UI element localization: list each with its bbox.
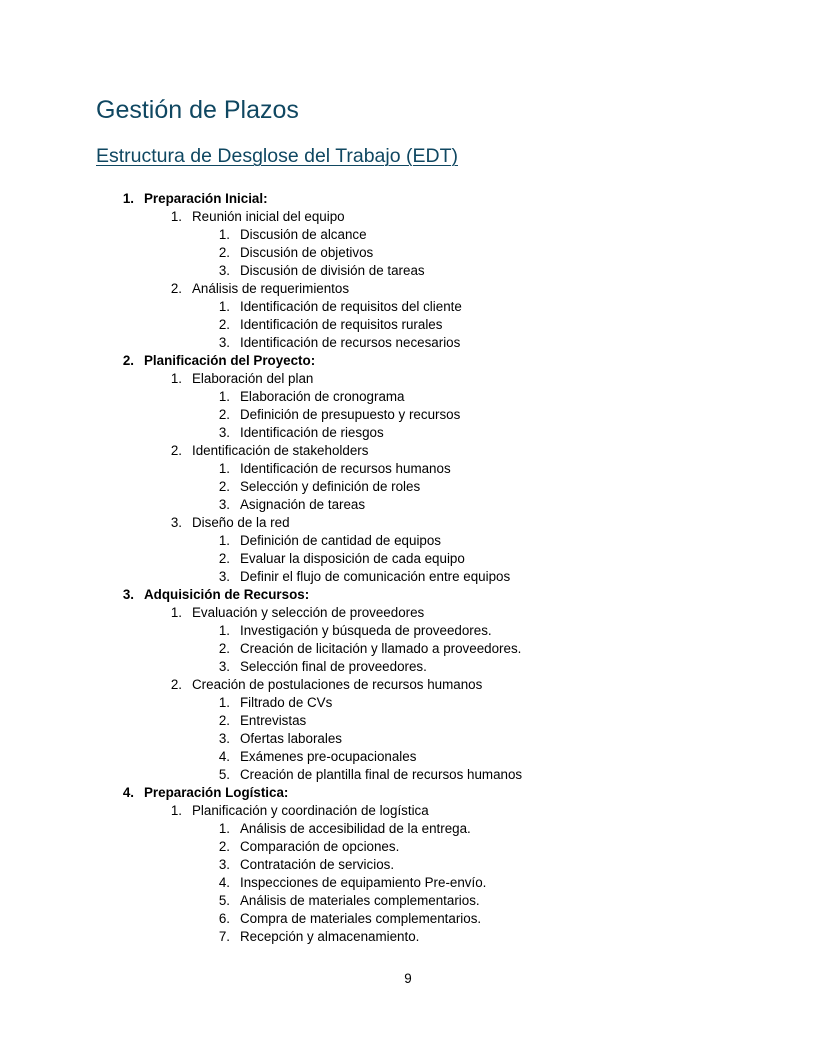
list-item-label: Identificación de recursos necesarios	[240, 335, 461, 350]
list-item-level-3	[0, 496, 816, 514]
list-item-level-3	[0, 748, 816, 766]
list-item-level-3	[0, 874, 816, 892]
list-item-level-3	[0, 478, 816, 496]
list-item-level-1	[0, 586, 816, 604]
list-number: 1.	[218, 389, 230, 404]
list-number: 3.	[122, 587, 134, 602]
list-item-label: Adquisición de Recursos:	[144, 587, 310, 602]
list-item-label: Definición de cantidad de equipos	[240, 533, 442, 548]
list-number: 4.	[122, 785, 134, 800]
list-item-level-3	[0, 424, 816, 442]
list-item-level-3	[0, 640, 816, 658]
list-item-label: Comparación de opciones.	[240, 839, 400, 854]
list-item-label: Planificación y coordinación de logística	[192, 803, 429, 818]
list-item-label: Preparación Logística:	[144, 785, 289, 800]
list-item-label: Definir el flujo de comunicación entre equipos	[240, 569, 511, 584]
list-number: 4.	[218, 875, 230, 890]
list-item-label: Definición de presupuesto y recursos	[240, 407, 461, 422]
list-item-label: Identificación de riesgos	[240, 425, 384, 440]
list-number: 1.	[170, 605, 182, 620]
list-item-level-3	[0, 694, 816, 712]
list-item-label: Evaluación y selección de proveedores	[192, 605, 425, 620]
list-number: 3.	[218, 659, 230, 674]
list-item-level-3	[0, 244, 816, 262]
list-number: 2.	[170, 281, 182, 296]
list-item-label: Discusión de división de tareas	[240, 263, 425, 278]
list-item-level-3	[0, 568, 816, 586]
list-number: 1.	[170, 371, 182, 386]
list-item-label: Análisis de materiales complementarios.	[240, 893, 480, 908]
list-number: 2.	[218, 317, 230, 332]
list-number: 5.	[218, 893, 230, 908]
list-number: 2.	[122, 353, 134, 368]
list-item-label: Compra de materiales complementarios.	[240, 911, 482, 926]
list-number: 1.	[218, 533, 230, 548]
list-item-label: Creación de plantilla final de recursos humanos	[240, 767, 523, 782]
list-item-level-3	[0, 262, 816, 280]
list-item-level-2	[0, 802, 816, 820]
list-item-label: Elaboración de cronograma	[240, 389, 405, 404]
list-item-level-1	[0, 352, 816, 370]
list-number: 2.	[170, 443, 182, 458]
list-item-level-2	[0, 370, 816, 388]
page-title: Gestión de Plazos	[96, 96, 299, 124]
list-item-label: Creación de licitación y llamado a proveedores.	[240, 641, 522, 656]
list-item-level-3	[0, 820, 816, 838]
list-number: 3.	[218, 425, 230, 440]
section-heading: Estructura de Desglose del Trabajo (EDT)	[96, 145, 458, 167]
list-item-level-3	[0, 388, 816, 406]
list-item-label: Selección final de proveedores.	[240, 659, 427, 674]
list-item-level-2	[0, 676, 816, 694]
list-item-label: Identificación de requisitos del cliente	[240, 299, 462, 314]
list-number: 1.	[170, 803, 182, 818]
list-item-level-2	[0, 514, 816, 532]
list-item-label: Evaluar la disposición de cada equipo	[240, 551, 465, 566]
list-item-label: Identificación de requisitos rurales	[240, 317, 443, 332]
list-number: 2.	[218, 479, 230, 494]
list-item-level-3	[0, 910, 816, 928]
list-item-label: Asignación de tareas	[240, 497, 366, 512]
list-item-level-1	[0, 784, 816, 802]
list-item-level-3	[0, 712, 816, 730]
list-number: 7.	[218, 929, 230, 944]
list-number: 5.	[218, 767, 230, 782]
list-item-label: Entrevistas	[240, 713, 307, 728]
list-number: 3.	[218, 497, 230, 512]
list-number: 1.	[218, 227, 230, 242]
list-item-label: Elaboración del plan	[192, 371, 314, 386]
list-item-label: Identificación de recursos humanos	[240, 461, 451, 476]
list-number: 2.	[218, 245, 230, 260]
list-item-label: Análisis de accesibilidad de la entrega.	[240, 821, 471, 836]
list-number: 1.	[218, 821, 230, 836]
list-item-level-3	[0, 658, 816, 676]
list-number: 1.	[122, 191, 134, 206]
list-item-level-3	[0, 460, 816, 478]
list-item-label: Exámenes pre-ocupacionales	[240, 749, 417, 764]
list-item-level-3	[0, 766, 816, 784]
list-item-level-3	[0, 406, 816, 424]
list-number: 1.	[218, 695, 230, 710]
list-item-label: Recepción y almacenamiento.	[240, 929, 420, 944]
page-number: 9	[404, 971, 412, 986]
list-number: 3.	[218, 335, 230, 350]
list-number: 3.	[218, 569, 230, 584]
list-item-label: Selección y definición de roles	[240, 479, 421, 494]
list-item-label: Inspecciones de equipamiento Pre-envío.	[240, 875, 487, 890]
list-number: 1.	[218, 623, 230, 638]
list-number: 3.	[218, 857, 230, 872]
list-item-level-3	[0, 226, 816, 244]
list-item-level-2	[0, 442, 816, 460]
list-item-label: Análisis de requerimientos	[192, 281, 350, 296]
list-number: 2.	[218, 713, 230, 728]
list-item-level-2	[0, 280, 816, 298]
list-number: 2.	[218, 551, 230, 566]
list-item-label: Filtrado de CVs	[240, 695, 333, 710]
list-number: 1.	[170, 209, 182, 224]
list-item-level-3	[0, 334, 816, 352]
list-item-label: Reunión inicial del equipo	[192, 209, 345, 224]
list-item-level-3	[0, 838, 816, 856]
list-number: 3.	[170, 515, 182, 530]
list-number: 2.	[170, 677, 182, 692]
list-item-level-3	[0, 532, 816, 550]
list-item-level-3	[0, 316, 816, 334]
list-item-level-3	[0, 298, 816, 316]
list-item-level-3	[0, 730, 816, 748]
list-number: 6.	[218, 911, 230, 926]
list-item-level-2	[0, 604, 816, 622]
list-number: 2.	[218, 641, 230, 656]
list-number: 2.	[218, 407, 230, 422]
list-item-level-3	[0, 550, 816, 568]
list-item-label: Discusión de objetivos	[240, 245, 374, 260]
list-item-level-3	[0, 892, 816, 910]
list-item-label: Contratación de servicios.	[240, 857, 395, 872]
list-item-label: Diseño de la red	[192, 515, 290, 530]
list-item-label: Investigación y búsqueda de proveedores.	[240, 623, 492, 638]
list-number: 3.	[218, 731, 230, 746]
list-number: 4.	[218, 749, 230, 764]
list-number: 1.	[218, 461, 230, 476]
list-item-level-3	[0, 856, 816, 874]
list-item-level-3	[0, 928, 816, 946]
list-item-label: Ofertas laborales	[240, 731, 342, 746]
wbs-list	[0, 190, 816, 946]
list-item-label: Preparación Inicial:	[144, 191, 268, 206]
list-number: 2.	[218, 839, 230, 854]
list-number: 3.	[218, 263, 230, 278]
list-item-label: Creación de postulaciones de recursos humanos	[192, 677, 483, 692]
list-item-label: Planificación del Proyecto:	[144, 353, 316, 368]
list-item-label: Discusión de alcance	[240, 227, 367, 242]
list-item-level-1	[0, 190, 816, 208]
list-item-level-2	[0, 208, 816, 226]
list-item-level-3	[0, 622, 816, 640]
list-number: 1.	[218, 299, 230, 314]
list-item-label: Identificación de stakeholders	[192, 443, 369, 458]
